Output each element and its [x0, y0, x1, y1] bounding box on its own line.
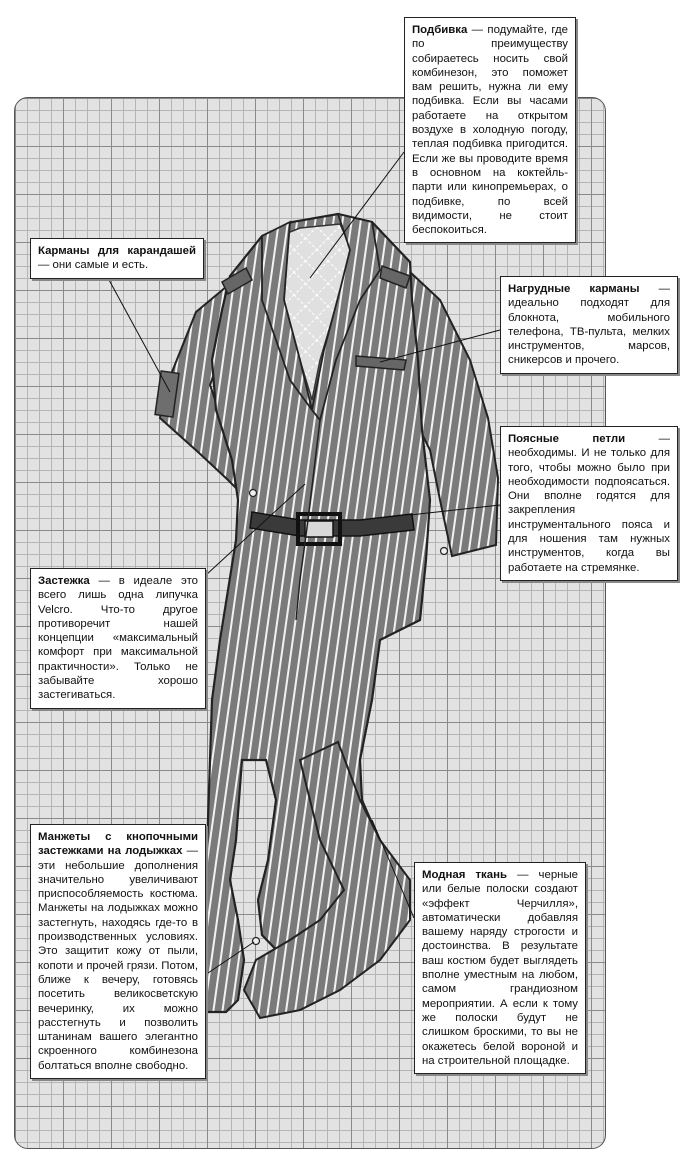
callout-fabric: [414, 862, 586, 1074]
callout-cuffs-title: Манжеты с кнопочными застежками на лодыжках: [38, 831, 198, 858]
callout-cuffs-text: — эти небольшие дополнения значительно увеличивают приспособляемость костюма. Манжеты на лодыжках можно застегнуть, находясь где-то в производственных условиях. Это защитит кожу от пыли, копоти и прочей грязи. Потом, ближе к вечеру, готовясь посетить великосветскую вечеринку, их можно расстегнуть и позволить штанинам вашего элегантно скроенного комбинезона болтаться вполне свободно.: [38, 845, 198, 1072]
callout-pencil-pockets-title: Карманы для карандашей: [38, 245, 196, 257]
callout-cuffs: [30, 824, 206, 1079]
callout-chest-pockets: [500, 276, 678, 374]
callout-chest-pockets-text: — идеально подходят для блокнота, мобильного телефона, ТВ-пульта, мелких инструментов, марсов, сникерсов и прочего.: [508, 283, 670, 367]
callout-belt-loops-text: — необходимы. И не только для того, чтобы можно было при необходимости подпоясаться. Они вполне годятся для закрепления инструментального пояса и для ношения там нужных инструментов, когда вы работаете на стремянке.: [508, 433, 670, 574]
callout-chest-pockets-title: Нагрудные карманы: [508, 283, 640, 295]
wrist-snap-left: [250, 490, 257, 497]
callout-lining-title: Подбивка: [412, 24, 468, 36]
callout-lining: [404, 17, 576, 243]
callout-pencil-pockets-text: — они самые и есть.: [38, 259, 149, 272]
wrist-snap-right: [441, 548, 448, 555]
callout-fabric-text: — черные или белые полоски создают «эффект Черчилля», автоматически добавляя вашему наряду строгости и достоинства. В результате ваш костюм будет выглядеть вполне уместным на любом, самом грандиозном мероприятии. А если к тому же полоски будут не слишком броскими, то вы не окажетесь белой вороной и на строительной площадке.: [422, 869, 578, 1067]
callout-lining-text: — подумайте, где по преимуществу собираетесь носить свой комбинезон, это поможет вам решить, нужна ли ему подбивка. Если вы часами работаете на открытом воздухе в холодную погоду, теплая подбивка пригодится. Если же вы проводите время в основном на коктейль-парти или кинопремьерах, о подбивке, по всей видимости, не стоит беспокоиться.: [412, 24, 568, 237]
callout-fastener: [30, 568, 206, 709]
callout-pencil-pockets: [30, 238, 204, 279]
callout-belt-loops: [500, 426, 678, 581]
callout-fastener-text: — в идеале это всего лишь одна липучка Velcro. Что-то другое противоречит нашей концепции «максимальный комфорт при максимальной практичности». Только не забывайте хорошо застегиваться.: [38, 575, 198, 702]
callout-belt-loops-title: Поясные петли: [508, 433, 626, 445]
callout-fabric-title: Модная ткань: [422, 869, 507, 881]
callout-fastener-title: Застежка: [38, 575, 90, 587]
ankle-snap: [253, 938, 260, 945]
